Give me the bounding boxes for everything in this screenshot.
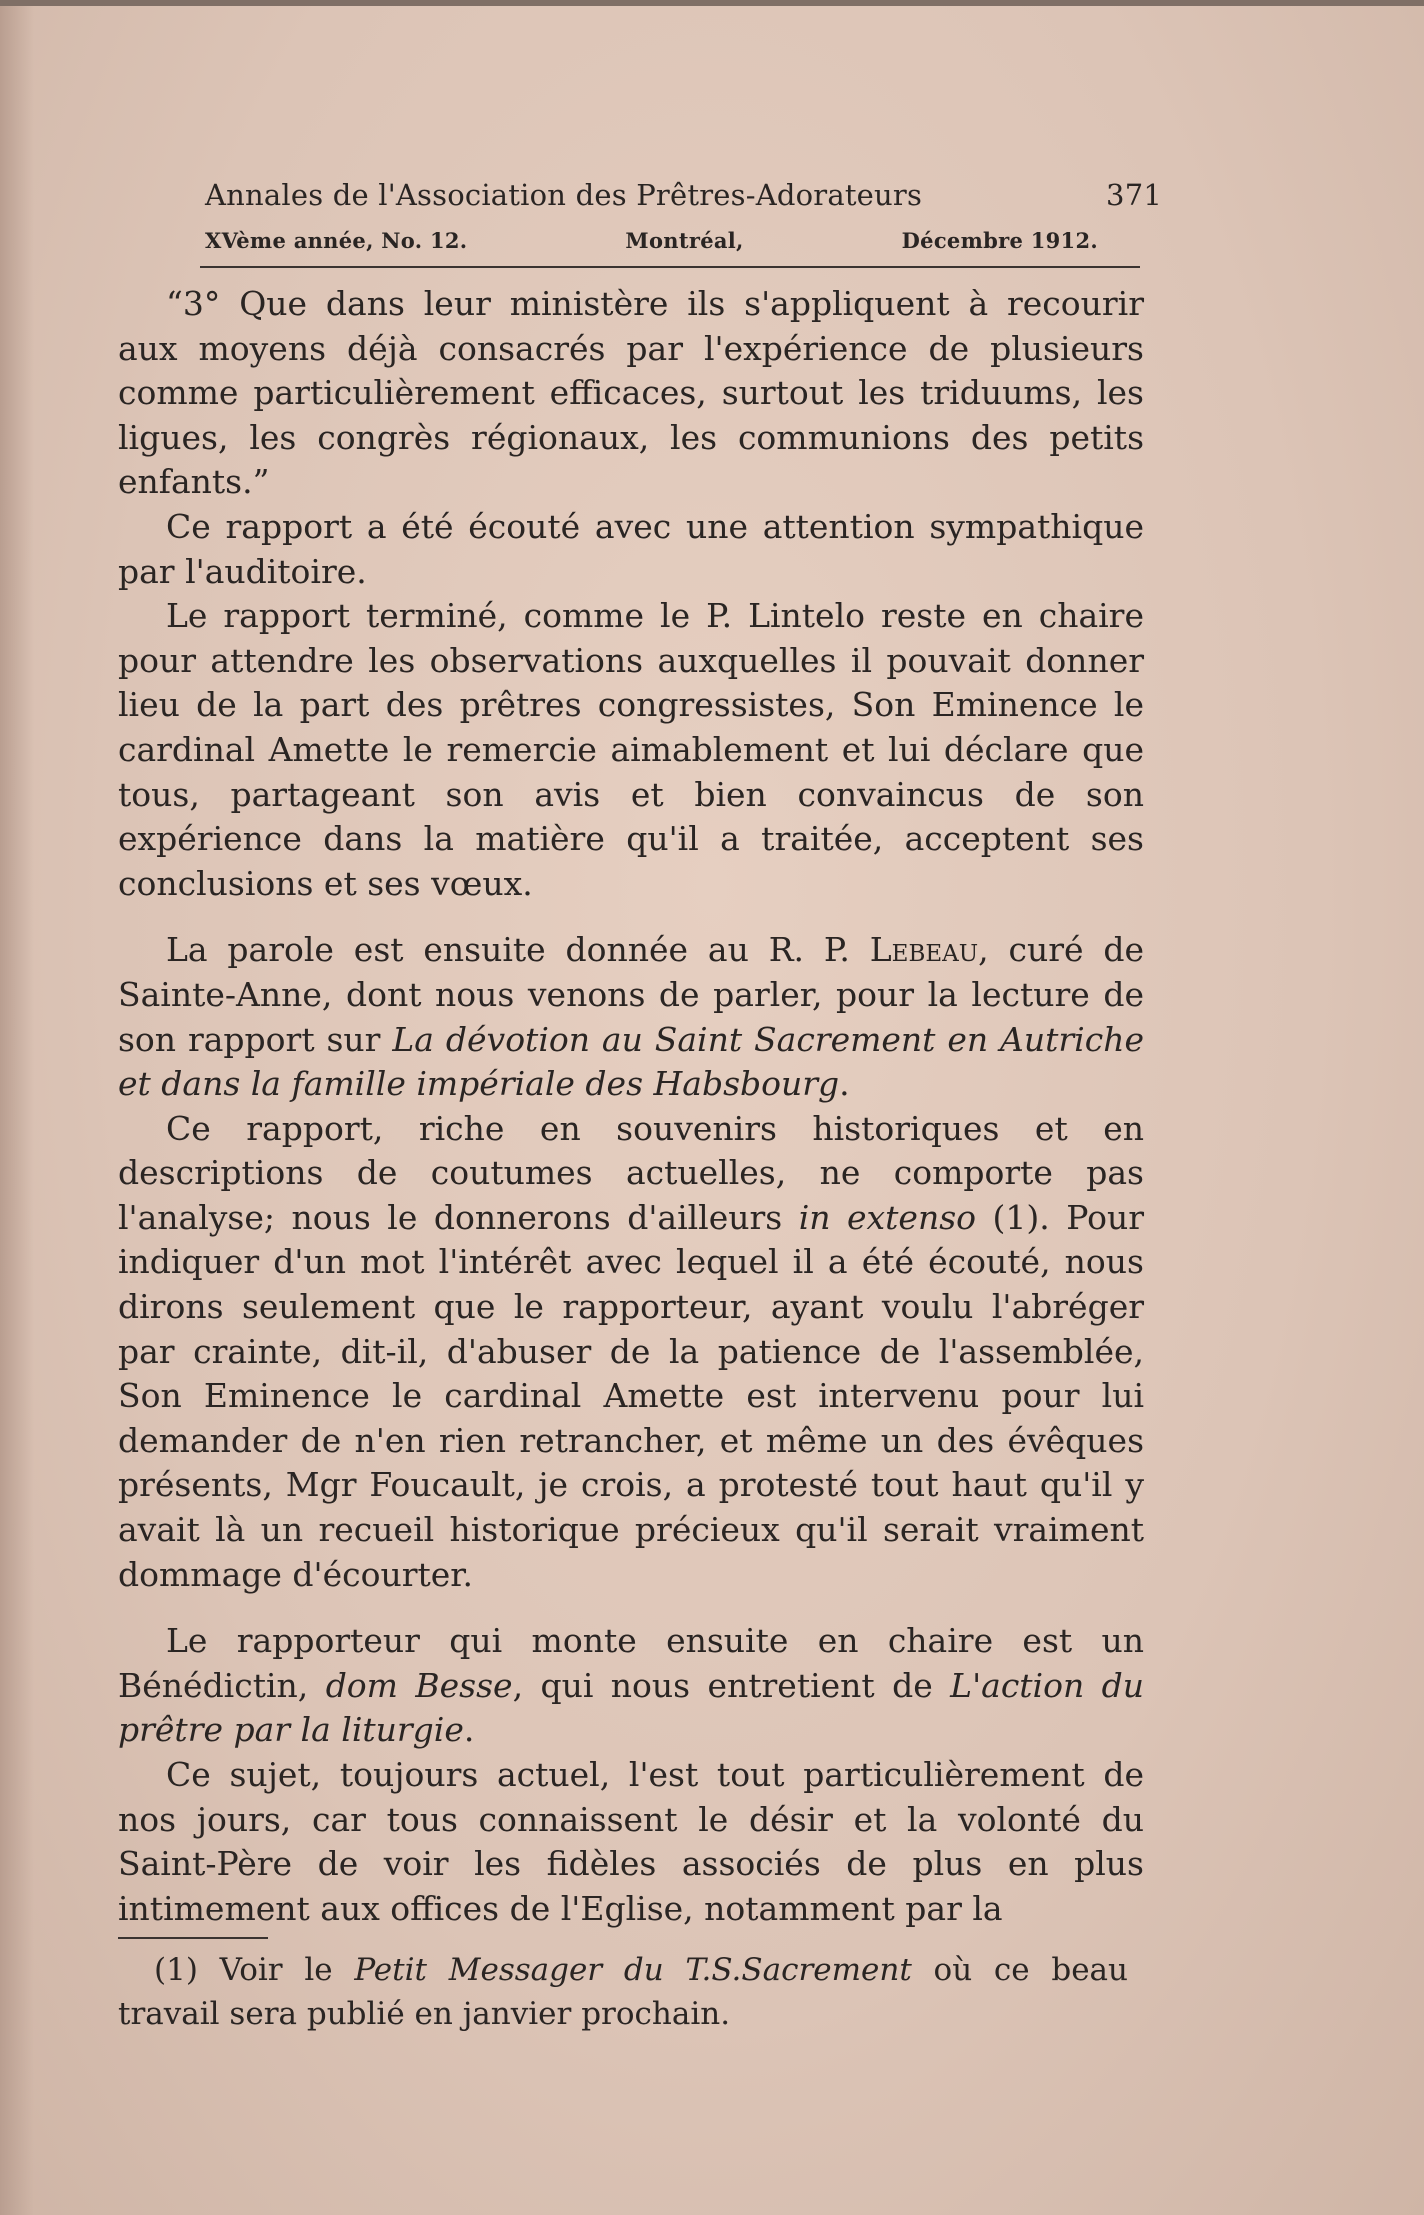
paragraph (118, 1753, 1144, 1931)
city: Montréal, (625, 228, 744, 253)
paragraph (118, 1107, 1144, 1598)
text-run: . (463, 1710, 475, 1750)
italic-title: Petit Messager du T.S.Sacrement (354, 1952, 912, 1988)
footnote (118, 1948, 1128, 2036)
text-run: Le rapporteur qui monte ensuite en chaire est un Bénédictin, (118, 1621, 1144, 1705)
running-header (205, 178, 1162, 212)
text-run: , curé de Sainte-Anne, dont nous venons de parler, pour la lecture de son rapport sur (118, 930, 1144, 1059)
footnote-rule (118, 1937, 268, 1939)
header-rule (200, 266, 1140, 268)
text-run: (1). Pour indiquer d'un mot l'intérêt avec lequel il a été écouté, nous dirons seulement que le rapporteur, ayant voulu l'abréger par crainte, dit-il, d'abuser de la patience de l'assemblée, Son Eminence le cardinal Amette est intervenu pour lui demander de n'en rien retrancher, et même un des évêques présents, Mgr Foucault, je crois, a protesté tout haut qu'il y avait là un recueil historique précieux qu'il serait vraiment dommage d'écourter. (118, 1197, 1144, 1594)
text-run: où ce beau travail sera publié en janvier prochain. (118, 1952, 1128, 2032)
text-run: Ce rapport, riche en souvenirs historiques et en descriptions de coutumes actuelles, ne comporte pas l'analyse; nous le donnerons d'ailleurs (118, 1108, 1144, 1237)
issue-date: Décembre 1912. (901, 228, 1098, 253)
paragraph (118, 928, 1144, 1106)
volume-number: XVème année, No. 12. (205, 228, 468, 253)
text-run: (1) Voir le (154, 1952, 355, 1988)
paragraph (118, 594, 1144, 906)
italic-title: dom Besse (325, 1665, 513, 1705)
issue-line (205, 228, 1098, 253)
paragraph (118, 282, 1144, 505)
text-run: La parole est ensuite donnée au R. P. (166, 930, 870, 970)
text-run: Le rapport terminé, comme le P. Lintelo reste en chaire pour attendre les observations auxquelles il pouvait donner lieu de la part des prêtres congressistes, Son Eminence le cardinal Amette le remercie aimablement et lui déclare que tous, partageant son avis et bien convaincus de son expérience dans la matière qu'il a traitée, acceptent ses conclusions et ses vœux. (118, 596, 1144, 903)
italic-title: in extenso (798, 1197, 976, 1237)
paragraph (118, 1619, 1144, 1753)
text-run: Ce sujet, toujours actuel, l'est tout particulièrement de nos jours, car tous connaissent le désir et la volonté du Saint-Père de voir les fidèles associés de plus en plus intimement aux offices de l'Eglise, notamment par la (118, 1755, 1144, 1928)
footnote-text (118, 1948, 1128, 2036)
running-title: Annales de l'Association des Prêtres-Adorateurs (205, 178, 923, 212)
body-text (118, 282, 1144, 1931)
italic-title: L'action du prêtre par la liturgie (118, 1665, 1145, 1750)
small-caps-name: Lebeau (869, 930, 979, 970)
text-run: “3° Que dans leur ministère ils s'appliquent à recourir aux moyens déjà consacrés par l'expérience de plusieurs comme particulièrement efficaces, surtout les triduums, les ligues, les congrès régionaux, les communions des petits enfants.” (118, 284, 1144, 502)
text-run: . (839, 1064, 850, 1104)
paragraph (118, 505, 1144, 594)
text-run: Ce rapport a été écouté avec une attention sympathique par l'auditoire. (118, 506, 1144, 591)
page-number: 371 (1106, 178, 1162, 212)
italic-title: La dévotion au Saint Sacrement en Autriche et dans la famille impériale des Habsbourg (118, 1019, 1144, 1104)
text-run: , qui nous entretient de (512, 1665, 951, 1705)
